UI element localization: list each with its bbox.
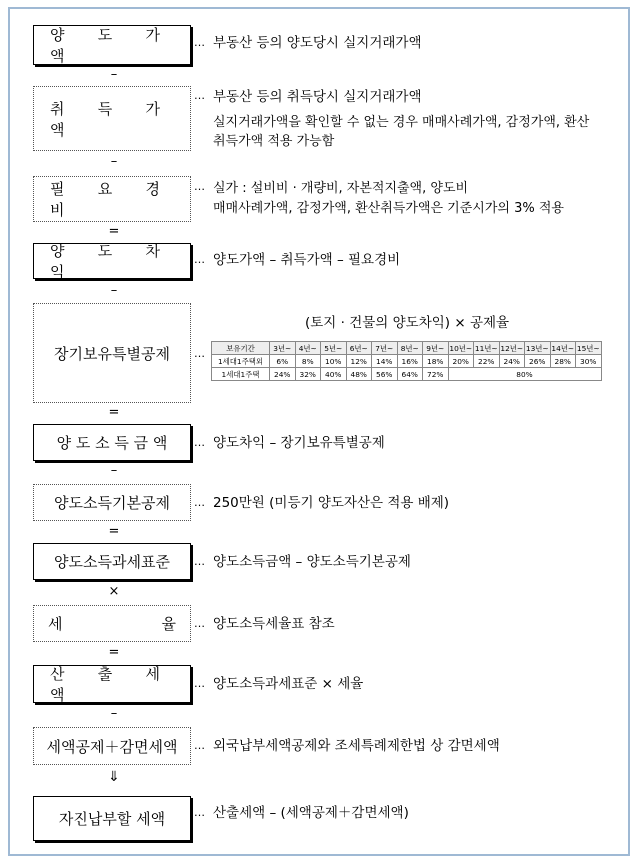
rate-table-cell: 24% <box>499 355 525 368</box>
ellipsis: … <box>194 180 205 193</box>
desc-long-term-deduction: (토지 · 건물의 양도차익) × 공제율 <box>305 315 510 331</box>
operator-equals: = <box>108 224 120 239</box>
ellipsis: … <box>194 347 205 360</box>
step-tax-base <box>33 543 191 580</box>
rate-table-cell: 9년~ <box>423 342 449 355</box>
rate-table-cell: 22% <box>474 355 500 368</box>
rate-table-cell: 40% <box>321 368 347 381</box>
ellipsis: … <box>194 806 205 819</box>
step-capital-gain <box>33 243 191 279</box>
step-label: 양 도 차 익 <box>50 242 175 281</box>
step-label: 장기보유특별공제 <box>54 344 170 363</box>
operator-equals: = <box>108 645 120 660</box>
rate-table-cell: 10년~ <box>449 343 473 353</box>
operator-multiply: × <box>108 584 120 599</box>
ellipsis: … <box>194 555 205 568</box>
desc-necessary-expenses-1: 실가 : 설비비 · 개량비, 자본적지출액, 양도비 <box>213 181 469 196</box>
desc-acquisition-price-3: 취득가액 적용 가능함 <box>213 134 335 149</box>
step-label: 양 도 소 득 금 액 <box>56 434 168 452</box>
rate-table-cell: 16% <box>397 355 423 368</box>
rate-table-cell: 5년~ <box>321 342 347 355</box>
operator-minus: – <box>110 154 118 169</box>
step-necessary-expenses <box>33 176 191 222</box>
rate-table-cell: 14% <box>372 355 398 368</box>
step-capital-gains-income <box>33 424 191 461</box>
rate-table-header-row <box>212 342 602 355</box>
ellipsis: … <box>194 739 205 752</box>
rate-table-cell: 10% <box>321 355 347 368</box>
step-label: 취 득 가 액 <box>50 99 175 139</box>
operator-minus: – <box>110 463 118 478</box>
operator-equals: = <box>108 524 120 539</box>
step-label-right: 율 <box>161 615 176 633</box>
step-tax-credit-reduction <box>33 727 191 765</box>
down-arrow-icon: ⇓ <box>108 769 120 785</box>
rate-table-cell: 4년~ <box>295 342 321 355</box>
step-label: 세액공제＋감면세액 <box>46 737 178 756</box>
desc-capital-gains-income: 양도차익 – 장기보유특별공제 <box>213 435 385 451</box>
rate-table-cell: 6% <box>270 355 296 368</box>
desc-acquisition-price-2: 실지거래가액을 확인할 수 없는 경우 매매사례가액, 감정가액, 환산 <box>213 115 590 130</box>
rate-table-cell: 48% <box>346 368 372 381</box>
step-tax-rate <box>33 605 191 642</box>
step-calculated-tax <box>33 665 191 703</box>
rate-table-cell: 1세대1주택 <box>212 368 270 381</box>
step-label: 필 요 경 비 <box>50 180 175 219</box>
step-label: 산 출 세 액 <box>50 665 175 704</box>
desc-calculated-tax: 양도소득과세표준 × 세율 <box>213 676 364 692</box>
ellipsis: … <box>194 677 205 690</box>
desc-tax-credit-reduction: 외국납부세액공제와 조세특례제한법 상 감면세액 <box>213 738 500 754</box>
desc-transfer-price: 부동산 등의 양도당시 실지거래가액 <box>213 35 422 51</box>
rate-table-cell: 28% <box>550 355 576 368</box>
rate-table-merged-cell: 80% <box>448 368 601 381</box>
operator-minus: – <box>110 283 118 298</box>
rate-table-cell: 1세대1주택외 <box>212 355 270 368</box>
desc-acquisition-price-1: 부동산 등의 취득당시 실지거래가액 <box>213 89 422 105</box>
desc-necessary-expenses-2: 매매사례가액, 감정가액, 환산취득가액은 기준시가의 3% 적용 <box>213 201 564 216</box>
ellipsis: … <box>194 617 205 630</box>
operator-minus: – <box>110 67 118 82</box>
rate-table-cell: 32% <box>295 368 321 381</box>
rate-table-cell: 72% <box>423 368 449 381</box>
rate-table-cell: 8년~ <box>397 342 423 355</box>
operator-minus: – <box>110 706 118 721</box>
rate-table-cell: 20% <box>448 355 474 368</box>
rate-table-cell: 14년~ <box>551 343 575 353</box>
ellipsis: … <box>194 436 205 449</box>
rate-table-cell: 15년~ <box>576 343 600 353</box>
step-label: 양 도 가 액 <box>50 26 175 65</box>
rate-table-cell: 8% <box>295 355 321 368</box>
step-basic-deduction <box>33 484 191 521</box>
rate-table-cell: 12년~ <box>500 343 524 353</box>
rate-table-cell: 11년~ <box>474 343 498 353</box>
rate-table-cell: 30% <box>576 355 602 368</box>
desc-tax-rate: 양도소득세율표 참조 <box>213 616 335 632</box>
step-acquisition-price <box>33 86 191 151</box>
desc-tax-base: 양도소득금액 – 양도소득기본공제 <box>213 554 411 570</box>
step-label: 자진납부할 세액 <box>58 810 166 828</box>
step-transfer-price <box>33 25 191 65</box>
step-label: 양도소득과세표준 <box>54 553 170 571</box>
operator-equals: = <box>108 405 120 420</box>
rate-table-cell: 6년~ <box>346 342 372 355</box>
step-long-term-deduction <box>33 303 191 403</box>
rate-table-cell: 56% <box>372 368 398 381</box>
rate-table-cell: 26% <box>525 355 551 368</box>
rate-table-cell: 12% <box>346 355 372 368</box>
rate-table-cell: 18% <box>423 355 449 368</box>
rate-table-cell: 3년~ <box>270 342 296 355</box>
ellipsis: … <box>194 496 205 509</box>
rate-table-cell: 24% <box>270 368 296 381</box>
step-label-left: 세 <box>48 615 63 633</box>
rate-table-row-general <box>212 355 602 368</box>
desc-self-payment-tax: 산출세액 – (세액공제＋감면세액) <box>213 805 409 821</box>
desc-basic-deduction: 250만원 (미등기 양도자산은 적용 배제) <box>213 495 450 511</box>
rate-table-cell: 64% <box>397 368 423 381</box>
step-self-payment-tax <box>33 796 191 841</box>
rate-table-cell: 보유기간 <box>212 342 270 355</box>
rate-table-row-one-house <box>212 368 602 381</box>
ellipsis: … <box>194 89 205 102</box>
desc-capital-gain: 양도가액 – 취득가액 – 필요경비 <box>213 252 401 268</box>
ellipsis: … <box>194 36 205 49</box>
ellipsis: … <box>194 253 205 266</box>
step-label: 양도소득기본공제 <box>54 494 170 512</box>
rate-table-cell: 7년~ <box>372 342 398 355</box>
rate-table-cell: 13년~ <box>525 343 549 353</box>
deduction-rate-table <box>211 341 602 381</box>
